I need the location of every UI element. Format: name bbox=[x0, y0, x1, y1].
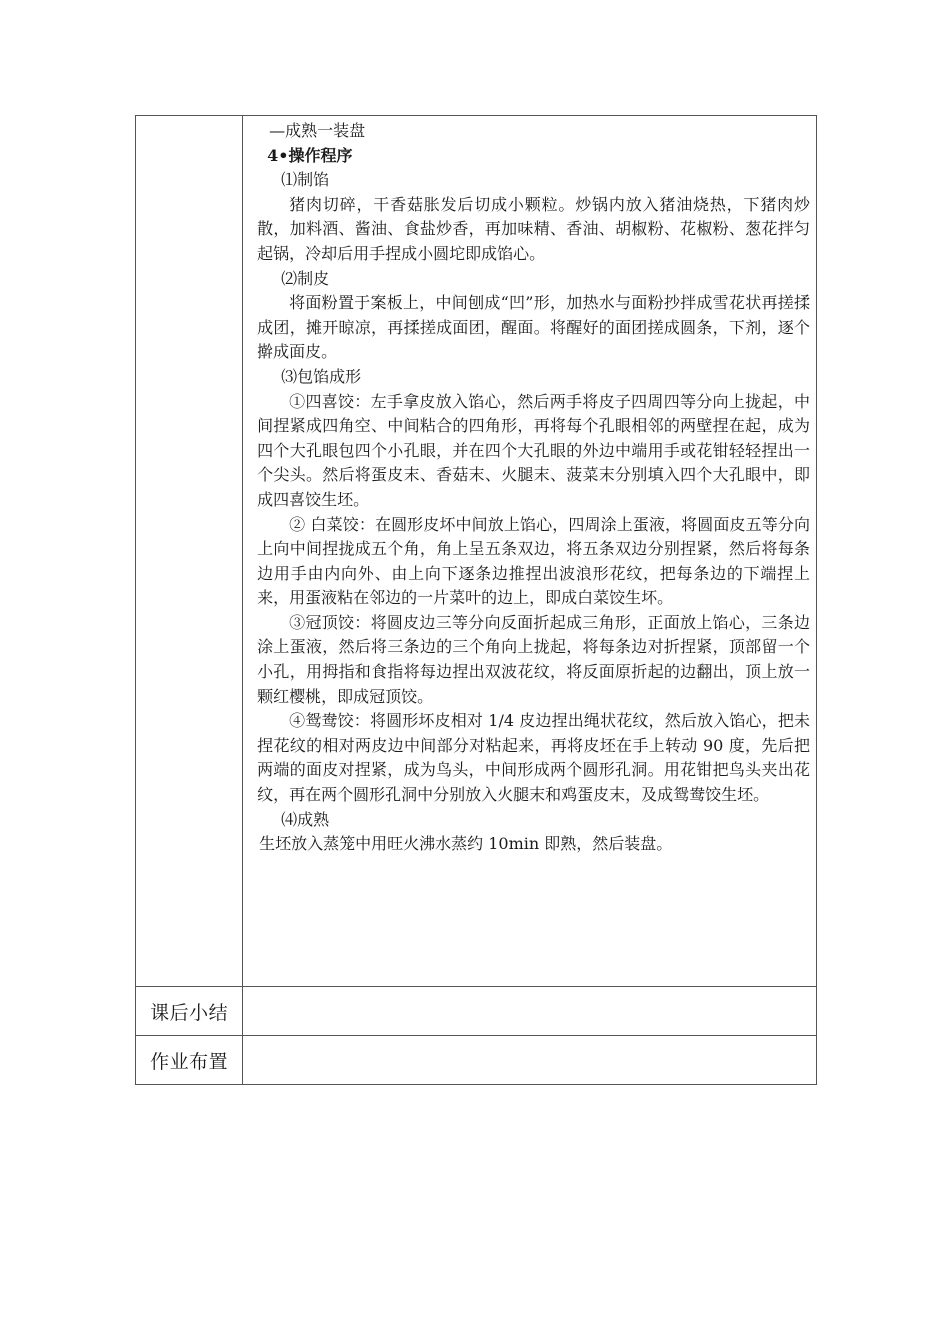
cabbage-dumpling-text: ② 白菜饺：在圆形皮坏中间放上馅心，四周涂上蛋液，将圆面皮五等分向上向中间捏拢成五个角，角上呈五条双边，将五条双边分别捏紧，然后将每条边用手由内向外、由上向下逐条边推捏出波浪形花纹，把每条边的下端捏上来，用蛋液粘在邻边的一片菜叶的边上，即成白菜饺生坏。 bbox=[257, 514, 810, 608]
summary-value bbox=[243, 987, 817, 1036]
cooking-text: 生坯放入蒸笼中用旺火沸水蒸约 10min 即熟，然后装盘。 bbox=[259, 834, 673, 854]
homework-label: 作业布置 bbox=[136, 1036, 243, 1085]
procedure-content-cell bbox=[243, 116, 817, 987]
summary-row bbox=[136, 987, 817, 1036]
shaping-title: ⑶包馅成形 bbox=[281, 366, 362, 386]
wrapper-title: ⑵制皮 bbox=[281, 268, 330, 288]
procedure-heading: 4•操作程序 bbox=[267, 145, 353, 165]
filling-title: ⑴制馅 bbox=[281, 170, 330, 190]
cooking-title: ⑷成熟 bbox=[281, 809, 330, 829]
homework-value bbox=[243, 1036, 817, 1085]
procedure-label-cell bbox=[136, 116, 243, 987]
homework-row bbox=[136, 1036, 817, 1085]
sixi-dumpling-text: ①四喜饺：左手拿皮放入馅心，然后两手将皮子四周四等分向上拢起，中间捏紧成四角空、中间粘合的四角形，再将每个孔眼相邻的两壁捏在起，成为四个大孔眼包四个小孔眼，并在四个大孔眼的外边中端用手或花钳轻轻捏出一个尖头。然后将蛋皮末、香菇末、火腿末、菠菜末分别填入四个大孔眼中，即成四喜饺生坯。 bbox=[257, 391, 810, 509]
procedure-row bbox=[136, 116, 817, 987]
lesson-plan-table bbox=[135, 115, 817, 1085]
flow-line: —成熟一装盘 bbox=[269, 121, 366, 140]
filling-text: 猪肉切碎，干香菇胀发后切成小颗粒。炒锅内放入猪油烧热，下猪肉炒散，加料酒、酱油、食盐炒香，再加味精、香油、胡椒粉、花椒粉、葱花拌匀起锅，冷却后用手捏成小圆坨即成馅心。 bbox=[257, 194, 810, 263]
summary-label: 课后小结 bbox=[136, 987, 243, 1036]
crown-dumpling-text: ③冠顶饺：将圆皮边三等分向反面折起成三角形，正面放上馅心，三条边涂上蛋液，然后将三条边的三个角向上拢起，将每条边对折捏紧，顶部留一个小孔，用拇指和食指将每边捏出双波花纹，将反面原折起的边翻出，顶上放一颗红樱桃，即成冠顶饺。 bbox=[257, 612, 810, 706]
mandarin-duck-dumpling-text: ④鸳鸯饺：将圆形坏皮相对 1/4 皮边捏出绳状花纹，然后放入馅心，把未捏花纹的相对两皮边中间部分对粘起来，再将皮坯在手上转动 90 度，先后把两端的面皮对捏紧，成为鸟头，中间形成两个圆形孔洞。用花钳把鸟头夹出花纹，再在两个圆形孔洞中分别放入火腿末和鸡蛋皮末，及成鸳鸯饺生坯。 bbox=[257, 711, 810, 805]
wrapper-text: 将面粉置于案板上，中间刨成“凹”形，加热水与面粉抄拌成雪花状再搓揉成团，摊开晾凉，再揉搓成面团，醒面。将醒好的面团搓成圆条，下剂，逐个擀成面皮。 bbox=[257, 293, 810, 362]
